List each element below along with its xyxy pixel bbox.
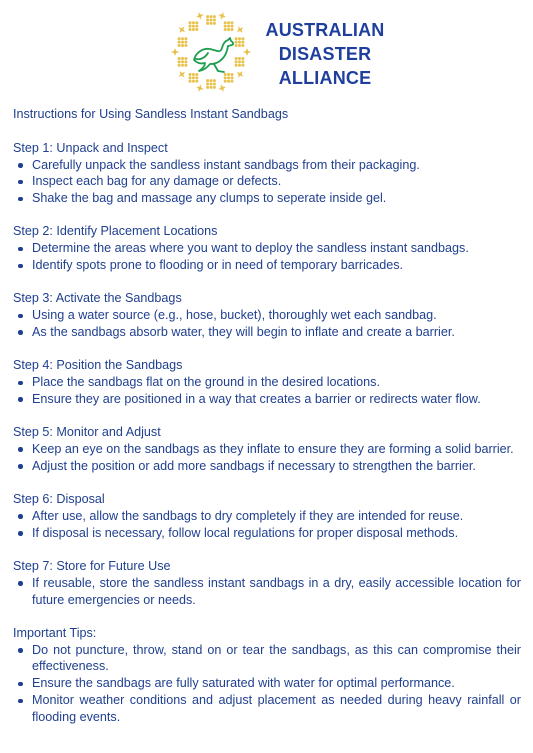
brand-line-2: DISASTER: [278, 44, 372, 64]
wattle-dot: [189, 73, 192, 76]
wattle-star: [196, 84, 204, 92]
wattle-dot: [195, 76, 198, 79]
wattle-dot: [178, 57, 181, 60]
wattle-dot: [178, 64, 181, 67]
section-8: [13, 625, 521, 726]
wattle-dot: [210, 22, 213, 25]
wattle-dot: [224, 80, 227, 83]
wattle-dot: [238, 37, 241, 40]
brand-line-1: AUSTRALIAN: [265, 20, 385, 40]
wattle-dot: [206, 86, 209, 89]
wattle-dot: [227, 80, 230, 83]
wattle-dot: [178, 37, 181, 40]
wattle-dot: [181, 41, 184, 44]
wattle-star: [237, 26, 244, 33]
wattle-dot: [210, 83, 213, 86]
brand-name: [255, 18, 395, 90]
wattle-dot: [178, 41, 181, 44]
bullet-list: [13, 441, 521, 475]
header: [0, 8, 533, 100]
sections: [13, 140, 521, 726]
wattle-star: [243, 48, 251, 56]
list-item: Determine the areas where you want to deploy the sandless instant sandbags.: [13, 240, 521, 257]
wattle-dot: [181, 37, 184, 40]
section-6: [13, 491, 521, 541]
wattle-dot: [224, 28, 227, 31]
wattle-dot: [189, 80, 192, 83]
wattle-dot: [192, 73, 195, 76]
wattle-dot: [227, 21, 230, 24]
section-heading: Step 5: Monitor and Adjust: [13, 425, 161, 440]
wattle-dot: [231, 28, 234, 31]
wattle-star: [237, 71, 244, 78]
wattle-dot: [195, 80, 198, 83]
list-item: Identify spots prone to flooding or in need of temporary barricades.: [13, 257, 521, 274]
wattle-dot: [235, 37, 238, 40]
bullet-list: [13, 642, 521, 726]
wattle-dot: [241, 60, 244, 63]
section-heading: Important Tips:: [13, 625, 97, 640]
wattle-dot: [184, 64, 187, 67]
wattle-dot: [238, 41, 241, 44]
bullet-list: [13, 575, 521, 609]
wattle-dot: [206, 15, 209, 18]
wattle-dot: [206, 19, 209, 22]
document-title: Instructions for Using Sandless Instant Sandbags: [13, 107, 289, 121]
wattle-dot: [238, 64, 241, 67]
list-item: Ensure they are positioned in a way that creates a barrier or redirects water flow.: [13, 391, 521, 408]
kangaroo-shape: [194, 38, 233, 72]
wattle-dot: [192, 76, 195, 79]
list-item: After use, allow the sandbags to dry completely if they are intended for reuse.: [13, 508, 521, 525]
wattle-dot: [189, 76, 192, 79]
wattle-dot: [241, 37, 244, 40]
wattle-dot: [235, 60, 238, 63]
wattle-dot: [178, 60, 181, 63]
section-heading: Step 3: Activate the Sandbags: [13, 291, 182, 306]
wattle-dot: [192, 28, 195, 31]
section-1: [13, 140, 521, 207]
list-item: Shake the bag and massage any clumps to seperate inside gel.: [13, 190, 521, 207]
wattle-dot: [210, 86, 213, 89]
section-heading: Step 6: Disposal: [13, 492, 105, 507]
section-heading: Step 4: Position the Sandbags: [13, 358, 183, 373]
wattle-dot: [224, 76, 227, 79]
wattle-dot: [224, 25, 227, 28]
wattle-dot: [231, 80, 234, 83]
list-item: Keep an eye on the sandbags as they inflate to ensure they are forming a solid barrier.: [13, 441, 521, 458]
section-heading: Step 7: Store for Future Use: [13, 558, 171, 573]
wattle-dot: [241, 57, 244, 60]
wattle-dot: [213, 83, 216, 86]
wattle-dot: [206, 22, 209, 25]
wattle-dot: [231, 76, 234, 79]
wattle-dot: [241, 64, 244, 67]
list-item: If reusable, store the sandless instant sandbags in a dry, easily accessible location for future emergencies or needs.: [13, 575, 521, 609]
list-item: Do not puncture, throw, stand on or tear the sandbags, as this can compromise their effectiveness.: [13, 642, 521, 676]
bullet-list: [13, 307, 521, 341]
wattle-dot: [189, 21, 192, 24]
list-item: As the sandbags absorb water, they will begin to inflate and create a barrier.: [13, 324, 521, 341]
wattle-dot: [235, 41, 238, 44]
wattle-dot: [238, 44, 241, 47]
wattle-dot: [213, 15, 216, 18]
wattle-dot: [235, 57, 238, 60]
wattle-dot: [213, 86, 216, 89]
wattle-dot: [210, 79, 213, 82]
wattle-dot: [192, 25, 195, 28]
wattle-dot: [238, 57, 241, 60]
wattle-dot: [241, 44, 244, 47]
wattle-dot: [224, 21, 227, 24]
brand-line-3: ALLIANCE: [278, 68, 372, 88]
wattle-dot: [238, 60, 241, 63]
wattle-dot: [184, 37, 187, 40]
wattle-dot: [241, 41, 244, 44]
wattle-dot: [213, 79, 216, 82]
wattle-dot: [206, 83, 209, 86]
wattle-dot: [181, 57, 184, 60]
wattle-dot: [181, 64, 184, 67]
wattle-dot: [192, 80, 195, 83]
bullet-list: [13, 374, 521, 408]
list-item: Monitor weather conditions and adjust placement as needed during heavy rainfall or flooding events.: [13, 692, 521, 726]
section-3: [13, 290, 521, 340]
wattle-dot: [181, 44, 184, 47]
wattle-dot: [231, 73, 234, 76]
wattle-dot: [231, 25, 234, 28]
wattle-dot: [210, 15, 213, 18]
wattle-dot: [235, 64, 238, 67]
list-item: Ensure the sandbags are fully saturated with water for optimal performance.: [13, 675, 521, 692]
wattle-dot: [189, 25, 192, 28]
wattle-dot: [227, 76, 230, 79]
kangaroo-wattle-logo-icon: [170, 8, 252, 96]
wattle-star: [171, 48, 179, 56]
wattle-dot: [195, 28, 198, 31]
wattle-dot: [195, 25, 198, 28]
section-2: [13, 223, 521, 273]
wattle-dot: [231, 21, 234, 24]
wattle-dot: [181, 60, 184, 63]
list-item: Adjust the position or add more sandbags if necessary to strengthen the barrier.: [13, 458, 521, 475]
wattle-dot: [224, 73, 227, 76]
section-4: [13, 357, 521, 407]
wattle-dot: [184, 41, 187, 44]
wattle-dot: [206, 79, 209, 82]
wattle-star: [218, 12, 226, 20]
bullet-list: [13, 157, 521, 207]
wattle-dot: [227, 28, 230, 31]
list-item: Carefully unpack the sandless instant sandbags from their packaging.: [13, 157, 521, 174]
list-item: Using a water source (e.g., hose, bucket), thoroughly wet each sandbag.: [13, 307, 521, 324]
wattle-dot: [184, 57, 187, 60]
bullet-list: [13, 508, 521, 542]
wattle-dot: [227, 25, 230, 28]
wattle-dot: [213, 22, 216, 25]
bullet-list: [13, 240, 521, 274]
section-5: [13, 424, 521, 474]
wattle-dot: [210, 19, 213, 22]
wattle-dot: [195, 21, 198, 24]
wattle-dot: [235, 44, 238, 47]
instructions-document: [13, 106, 521, 742]
wattle-dot: [184, 44, 187, 47]
wattle-dot: [178, 44, 181, 47]
wattle-dot: [227, 73, 230, 76]
list-item: If disposal is necessary, follow local regulations for proper disposal methods.: [13, 525, 521, 542]
wattle-dot: [192, 21, 195, 24]
section-heading: Step 2: Identify Placement Locations: [13, 224, 218, 239]
wattle-dot: [184, 60, 187, 63]
wattle-star: [196, 12, 204, 20]
wattle-star: [179, 26, 186, 33]
wattle-dot: [213, 19, 216, 22]
wattle-dot: [195, 73, 198, 76]
list-item: Place the sandbags flat on the ground in the desired locations.: [13, 374, 521, 391]
list-item: Inspect each bag for any damage or defects.: [13, 173, 521, 190]
wattle-dots: [178, 15, 245, 89]
wattle-star: [218, 84, 226, 92]
wattle-dot: [189, 28, 192, 31]
section-7: [13, 558, 521, 608]
section-heading: Step 1: Unpack and Inspect: [13, 140, 168, 155]
wattle-star: [179, 71, 186, 78]
